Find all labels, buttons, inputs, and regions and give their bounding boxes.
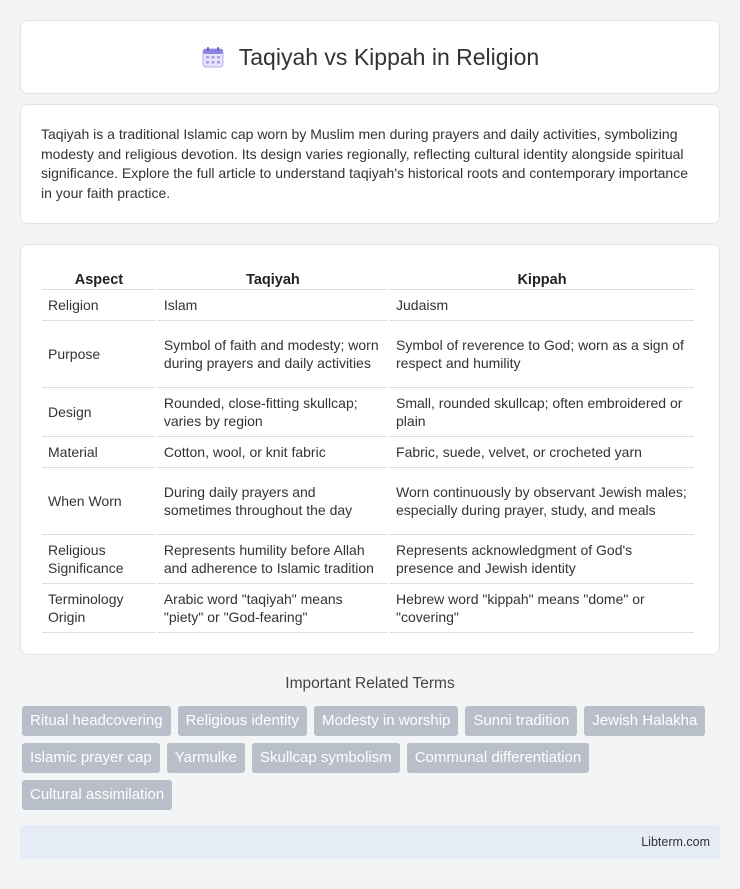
header-aspect: Aspect	[42, 266, 156, 290]
table-row	[42, 290, 694, 321]
table-row	[42, 388, 694, 437]
calendar-icon	[201, 45, 225, 69]
cell-taqiyah: Rounded, close-fitting skullcap; varies by region	[158, 388, 388, 437]
cell-taqiyah: Islam	[158, 290, 388, 321]
cell-aspect: Purpose	[42, 321, 156, 388]
cell-aspect: Material	[42, 437, 156, 468]
tag-cultural-assimilation[interactable]: Cultural assimilation	[22, 780, 172, 810]
cell-kippah: Worn continuously by observant Jewish males; especially during prayer, study, and meals	[390, 468, 694, 535]
table-row	[42, 584, 694, 633]
tag-ritual-headcovering[interactable]: Ritual headcovering	[22, 706, 171, 736]
tag-yarmulke[interactable]: Yarmulke	[167, 743, 245, 773]
table-row	[42, 468, 694, 535]
cell-taqiyah: Arabic word "taqiyah" means "piety" or "God-fearing"	[158, 584, 388, 633]
header-card	[20, 20, 720, 94]
tag-sunni-tradition[interactable]: Sunni tradition	[465, 706, 577, 736]
header-kippah: Kippah	[390, 266, 694, 290]
cell-taqiyah: During daily prayers and sometimes throughout the day	[158, 468, 388, 535]
comparison-table	[40, 266, 696, 633]
cell-kippah: Represents acknowledgment of God's presence and Jewish identity	[390, 535, 694, 584]
cell-taqiyah: Represents humility before Allah and adherence to Islamic tradition	[158, 535, 388, 584]
cell-aspect: Religion	[42, 290, 156, 321]
tag-skullcap-symbolism[interactable]: Skullcap symbolism	[252, 743, 400, 773]
comparison-card	[20, 244, 720, 655]
cell-taqiyah: Cotton, wool, or knit fabric	[158, 437, 388, 468]
footer	[20, 825, 720, 859]
cell-aspect: Design	[42, 388, 156, 437]
cell-kippah: Small, rounded skullcap; often embroidered or plain	[390, 388, 694, 437]
cell-kippah: Fabric, suede, velvet, or crocheted yarn	[390, 437, 694, 468]
table-row	[42, 437, 694, 468]
tag-modesty-in-worship[interactable]: Modesty in worship	[314, 706, 458, 736]
tag-communal-differentiation[interactable]: Communal differentiation	[407, 743, 589, 773]
intro-text: Taqiyah is a traditional Islamic cap worn by Muslim men during prayers and daily activities, symbolizing modesty and religious devotion. Its design varies regionally, reflecting cultural identity alongside spiritual significance. Explore the full article to understand taqiyah's historical roots and contemporary importance in your faith practice.	[41, 126, 689, 201]
table-header-row	[42, 266, 694, 290]
related-terms-list	[22, 706, 722, 810]
cell-aspect: Religious Significance	[42, 535, 156, 584]
tag-religious-identity[interactable]: Religious identity	[178, 706, 307, 736]
header-taqiyah: Taqiyah	[158, 266, 388, 290]
table-row	[42, 535, 694, 584]
tag-jewish-halakha[interactable]: Jewish Halakha	[584, 706, 705, 736]
cell-kippah: Hebrew word "kippah" means "dome" or "covering"	[390, 584, 694, 633]
cell-aspect: When Worn	[42, 468, 156, 535]
table-row	[42, 321, 694, 388]
footer-site-link[interactable]: Libterm.com	[641, 835, 710, 849]
cell-taqiyah: Symbol of faith and modesty; worn during prayers and daily activities	[158, 321, 388, 388]
page-title: Taqiyah vs Kippah in Religion	[238, 43, 540, 70]
tag-islamic-prayer-cap[interactable]: Islamic prayer cap	[22, 743, 160, 773]
cell-aspect: Terminology Origin	[42, 584, 156, 633]
cell-kippah: Symbol of reverence to God; worn as a sign of respect and humility	[390, 321, 694, 388]
intro-card	[20, 104, 720, 224]
related-terms-title: Important Related Terms	[285, 675, 455, 692]
cell-kippah: Judaism	[390, 290, 694, 321]
